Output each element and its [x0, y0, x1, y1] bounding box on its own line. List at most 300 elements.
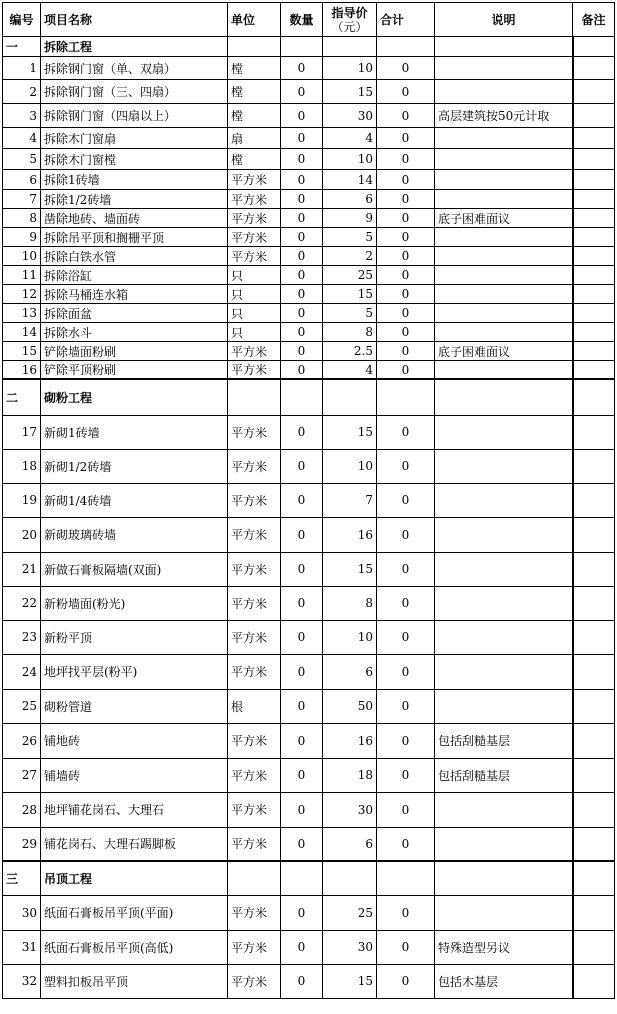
table-row — [3, 415, 615, 449]
item-qty: 0 — [281, 792, 323, 827]
item-unit: 平方米 — [228, 170, 281, 190]
item-total: 0 — [377, 689, 435, 723]
item-unit: 平方米 — [228, 895, 281, 930]
item-qty: 0 — [281, 449, 323, 483]
item-remark — [573, 620, 615, 654]
item-note: 底子困难面议 — [435, 209, 573, 228]
section-row — [3, 861, 615, 895]
item-qty: 0 — [281, 758, 323, 792]
item-name: 拆除1砖墙 — [41, 170, 228, 190]
item-total: 0 — [377, 895, 435, 930]
item-remark — [573, 586, 615, 620]
item-qty: 0 — [281, 104, 323, 128]
item-name: 拆除钢门窗（四扇以上） — [41, 104, 228, 128]
item-note — [435, 304, 573, 323]
table-row — [3, 247, 615, 266]
row-number: 10 — [3, 247, 41, 266]
item-qty: 0 — [281, 285, 323, 304]
item-qty: 0 — [281, 247, 323, 266]
item-name: 拆除面盆 — [41, 304, 228, 323]
item-unit: 平方米 — [228, 228, 281, 247]
item-note — [435, 792, 573, 827]
item-qty: 0 — [281, 689, 323, 723]
item-remark — [573, 323, 615, 342]
item-qty: 0 — [281, 586, 323, 620]
item-name: 铺花岗石、大理石踢脚板 — [41, 827, 228, 861]
row-number: 21 — [3, 552, 41, 586]
section-note — [435, 861, 573, 895]
section-title: 砌粉工程 — [41, 379, 228, 415]
table-row — [3, 304, 615, 323]
item-name: 铺墙砖 — [41, 758, 228, 792]
table-row — [3, 190, 615, 209]
item-price: 8 — [323, 323, 377, 342]
item-name: 新砌1砖墙 — [41, 415, 228, 449]
table-row — [3, 517, 615, 552]
row-number: 22 — [3, 586, 41, 620]
item-note — [435, 149, 573, 170]
row-number: 19 — [3, 483, 41, 517]
item-name: 纸面石膏板吊平顶(平面) — [41, 895, 228, 930]
item-remark — [573, 209, 615, 228]
row-number: 3 — [3, 104, 41, 128]
row-number: 18 — [3, 449, 41, 483]
item-remark — [573, 689, 615, 723]
item-price: 8 — [323, 586, 377, 620]
item-unit: 平方米 — [228, 758, 281, 792]
item-qty: 0 — [281, 190, 323, 209]
section-title: 拆除工程 — [41, 37, 228, 57]
row-number: 16 — [3, 361, 41, 380]
section-qty — [281, 37, 323, 57]
row-number: 12 — [3, 285, 41, 304]
header-price — [323, 3, 377, 37]
item-name: 纸面石膏板吊平顶(高低) — [41, 930, 228, 964]
item-note — [435, 654, 573, 689]
row-number: 26 — [3, 723, 41, 758]
table-row — [3, 128, 615, 149]
item-unit: 平方米 — [228, 930, 281, 964]
header-row — [3, 3, 615, 37]
item-qty: 0 — [281, 654, 323, 689]
item-qty: 0 — [281, 228, 323, 247]
item-note — [435, 57, 573, 80]
item-note — [435, 170, 573, 190]
item-name: 新做石膏板隔墙(双面) — [41, 552, 228, 586]
item-note — [435, 483, 573, 517]
item-note — [435, 620, 573, 654]
item-remark — [573, 449, 615, 483]
item-price: 15 — [323, 285, 377, 304]
row-number: 7 — [3, 190, 41, 209]
item-total: 0 — [377, 483, 435, 517]
item-remark — [573, 895, 615, 930]
item-note: 包括刮糙基层 — [435, 723, 573, 758]
item-note: 包括刮糙基层 — [435, 758, 573, 792]
item-total: 0 — [377, 723, 435, 758]
item-note — [435, 552, 573, 586]
item-price: 6 — [323, 827, 377, 861]
item-qty: 0 — [281, 361, 323, 380]
item-name: 新砌玻璃砖墙 — [41, 517, 228, 552]
item-total: 0 — [377, 228, 435, 247]
item-total: 0 — [377, 209, 435, 228]
item-remark — [573, 517, 615, 552]
item-price: 14 — [323, 170, 377, 190]
table-row — [3, 930, 615, 964]
table-row — [3, 361, 615, 380]
item-qty: 0 — [281, 964, 323, 998]
row-number: 17 — [3, 415, 41, 449]
table-row — [3, 285, 615, 304]
table-row — [3, 209, 615, 228]
item-remark — [573, 285, 615, 304]
item-qty: 0 — [281, 80, 323, 104]
row-number: 20 — [3, 517, 41, 552]
item-name: 拆除水斗 — [41, 323, 228, 342]
table-body — [3, 37, 615, 999]
header-remark: 备注 — [573, 3, 615, 37]
item-remark — [573, 104, 615, 128]
item-price: 15 — [323, 415, 377, 449]
section-number: 二 — [3, 379, 41, 415]
item-qty: 0 — [281, 483, 323, 517]
row-number: 2 — [3, 80, 41, 104]
section-remark — [573, 37, 615, 57]
item-total: 0 — [377, 128, 435, 149]
header-price-line2: （元） — [331, 19, 368, 34]
row-number: 28 — [3, 792, 41, 827]
item-unit: 平方米 — [228, 586, 281, 620]
item-price: 30 — [323, 930, 377, 964]
item-unit: 平方米 — [228, 792, 281, 827]
item-price: 9 — [323, 209, 377, 228]
section-total — [377, 861, 435, 895]
row-number: 8 — [3, 209, 41, 228]
item-note — [435, 247, 573, 266]
section-number: 三 — [3, 861, 41, 895]
item-price: 6 — [323, 654, 377, 689]
item-unit: 平方米 — [228, 827, 281, 861]
item-total: 0 — [377, 361, 435, 380]
item-price: 15 — [323, 552, 377, 586]
item-note — [435, 323, 573, 342]
section-title: 吊顶工程 — [41, 861, 228, 895]
item-unit: 平方米 — [228, 654, 281, 689]
item-unit: 平方米 — [228, 449, 281, 483]
table-row — [3, 170, 615, 190]
item-qty: 0 — [281, 723, 323, 758]
item-name: 新砌1/2砖墙 — [41, 449, 228, 483]
item-price: 30 — [323, 104, 377, 128]
item-price: 10 — [323, 57, 377, 80]
item-note — [435, 128, 573, 149]
item-total: 0 — [377, 57, 435, 80]
item-unit: 平方米 — [228, 415, 281, 449]
item-name: 塑料扣板吊平顶 — [41, 964, 228, 998]
item-total: 0 — [377, 586, 435, 620]
item-name: 凿除地砖、墙面砖 — [41, 209, 228, 228]
section-unit — [228, 37, 281, 57]
item-qty: 0 — [281, 170, 323, 190]
item-name: 新粉平顶 — [41, 620, 228, 654]
item-unit: 平方米 — [228, 247, 281, 266]
item-total: 0 — [377, 266, 435, 285]
item-name: 拆除1/2砖墙 — [41, 190, 228, 209]
item-qty: 0 — [281, 304, 323, 323]
table-row — [3, 104, 615, 128]
item-price: 16 — [323, 723, 377, 758]
header-unit: 单位 — [228, 3, 281, 37]
item-name: 新粉墙面(粉光) — [41, 586, 228, 620]
item-remark — [573, 128, 615, 149]
item-total: 0 — [377, 104, 435, 128]
row-number: 5 — [3, 149, 41, 170]
table-row — [3, 827, 615, 861]
item-price: 25 — [323, 895, 377, 930]
item-remark — [573, 149, 615, 170]
item-name: 拆除马桶连水箱 — [41, 285, 228, 304]
item-total: 0 — [377, 323, 435, 342]
item-total: 0 — [377, 930, 435, 964]
item-note — [435, 415, 573, 449]
item-name: 铲除墙面粉刷 — [41, 342, 228, 361]
item-note — [435, 827, 573, 861]
section-total — [377, 37, 435, 57]
table-row — [3, 57, 615, 80]
item-name: 拆除钢门窗（三、四扇） — [41, 80, 228, 104]
section-unit — [228, 379, 281, 415]
row-number: 14 — [3, 323, 41, 342]
row-number: 27 — [3, 758, 41, 792]
table-row — [3, 228, 615, 247]
item-remark — [573, 827, 615, 861]
item-name: 拆除吊平顶和搁栅平顶 — [41, 228, 228, 247]
item-price: 2.5 — [323, 342, 377, 361]
header-name: 项目名称 — [41, 3, 228, 37]
table-row — [3, 149, 615, 170]
item-total: 0 — [377, 620, 435, 654]
header-total: 合计 — [377, 3, 435, 37]
header-note: 说明 — [435, 3, 573, 37]
item-price: 4 — [323, 128, 377, 149]
item-note — [435, 80, 573, 104]
section-qty — [281, 379, 323, 415]
item-price: 4 — [323, 361, 377, 380]
row-number: 23 — [3, 620, 41, 654]
item-name: 砌粉管道 — [41, 689, 228, 723]
header-qty: 数量 — [281, 3, 323, 37]
item-unit: 平方米 — [228, 342, 281, 361]
item-name: 拆除白铁水管 — [41, 247, 228, 266]
item-remark — [573, 80, 615, 104]
item-unit: 只 — [228, 266, 281, 285]
table-row — [3, 483, 615, 517]
item-total: 0 — [377, 827, 435, 861]
item-qty: 0 — [281, 128, 323, 149]
section-remark — [573, 379, 615, 415]
item-qty: 0 — [281, 895, 323, 930]
item-total: 0 — [377, 170, 435, 190]
item-qty: 0 — [281, 149, 323, 170]
item-price: 5 — [323, 304, 377, 323]
row-number: 25 — [3, 689, 41, 723]
row-number: 30 — [3, 895, 41, 930]
item-price: 5 — [323, 228, 377, 247]
item-unit: 樘 — [228, 80, 281, 104]
item-remark — [573, 930, 615, 964]
section-price — [323, 379, 377, 415]
table-row — [3, 689, 615, 723]
item-price: 25 — [323, 266, 377, 285]
item-qty: 0 — [281, 323, 323, 342]
item-price: 15 — [323, 964, 377, 998]
item-total: 0 — [377, 517, 435, 552]
row-number: 11 — [3, 266, 41, 285]
item-price: 16 — [323, 517, 377, 552]
item-price: 15 — [323, 80, 377, 104]
item-note: 底子困难面议 — [435, 342, 573, 361]
item-total: 0 — [377, 449, 435, 483]
item-name: 地坪找平层(粉平) — [41, 654, 228, 689]
item-name: 拆除木门窗扇 — [41, 128, 228, 149]
item-price: 6 — [323, 190, 377, 209]
section-qty — [281, 861, 323, 895]
section-row — [3, 37, 615, 57]
item-unit: 只 — [228, 304, 281, 323]
section-price — [323, 37, 377, 57]
item-name: 铲除平顶粉刷 — [41, 361, 228, 380]
item-price: 30 — [323, 792, 377, 827]
item-remark — [573, 304, 615, 323]
item-name: 拆除钢门窗（单、双扇） — [41, 57, 228, 80]
item-remark — [573, 964, 615, 998]
item-total: 0 — [377, 792, 435, 827]
item-unit: 只 — [228, 323, 281, 342]
table-row — [3, 964, 615, 998]
row-number: 9 — [3, 228, 41, 247]
item-remark — [573, 361, 615, 380]
item-unit: 平方米 — [228, 361, 281, 380]
table-row — [3, 723, 615, 758]
item-total: 0 — [377, 285, 435, 304]
item-remark — [573, 170, 615, 190]
row-number: 32 — [3, 964, 41, 998]
table-row — [3, 895, 615, 930]
table-row — [3, 342, 615, 361]
item-total: 0 — [377, 304, 435, 323]
item-remark — [573, 266, 615, 285]
item-note — [435, 266, 573, 285]
item-remark — [573, 57, 615, 80]
item-qty: 0 — [281, 209, 323, 228]
item-remark — [573, 342, 615, 361]
item-remark — [573, 792, 615, 827]
section-unit — [228, 861, 281, 895]
table-row — [3, 80, 615, 104]
item-remark — [573, 723, 615, 758]
item-price: 50 — [323, 689, 377, 723]
item-total: 0 — [377, 654, 435, 689]
section-remark — [573, 861, 615, 895]
row-number: 1 — [3, 57, 41, 80]
table-row — [3, 792, 615, 827]
table-row — [3, 323, 615, 342]
item-name: 拆除木门窗樘 — [41, 149, 228, 170]
item-price: 10 — [323, 149, 377, 170]
item-unit: 扇 — [228, 128, 281, 149]
row-number: 29 — [3, 827, 41, 861]
item-note — [435, 689, 573, 723]
section-row — [3, 379, 615, 415]
item-unit: 平方米 — [228, 620, 281, 654]
item-remark — [573, 228, 615, 247]
item-note — [435, 228, 573, 247]
section-total — [377, 379, 435, 415]
row-number: 31 — [3, 930, 41, 964]
table-row — [3, 654, 615, 689]
item-unit: 根 — [228, 689, 281, 723]
item-unit: 樘 — [228, 57, 281, 80]
item-qty: 0 — [281, 57, 323, 80]
item-qty: 0 — [281, 930, 323, 964]
item-note: 包括木基层 — [435, 964, 573, 998]
item-name: 地坪铺花岗石、大理石 — [41, 792, 228, 827]
item-price: 2 — [323, 247, 377, 266]
item-unit: 樘 — [228, 149, 281, 170]
item-qty: 0 — [281, 517, 323, 552]
item-total: 0 — [377, 552, 435, 586]
item-price: 7 — [323, 483, 377, 517]
row-number: 6 — [3, 170, 41, 190]
item-total: 0 — [377, 342, 435, 361]
section-note — [435, 37, 573, 57]
item-unit: 平方米 — [228, 517, 281, 552]
item-unit: 平方米 — [228, 209, 281, 228]
item-note: 高层建筑按50元计取 — [435, 104, 573, 128]
item-unit: 平方米 — [228, 190, 281, 209]
item-remark — [573, 552, 615, 586]
item-remark — [573, 415, 615, 449]
item-remark — [573, 654, 615, 689]
item-price: 18 — [323, 758, 377, 792]
item-total: 0 — [377, 758, 435, 792]
item-note — [435, 361, 573, 380]
table-row — [3, 620, 615, 654]
item-price: 10 — [323, 449, 377, 483]
item-qty: 0 — [281, 827, 323, 861]
item-note — [435, 190, 573, 209]
item-name: 拆除浴缸 — [41, 266, 228, 285]
item-name: 新砌1/4砖墙 — [41, 483, 228, 517]
item-note — [435, 449, 573, 483]
item-note: 特殊造型另议 — [435, 930, 573, 964]
item-price: 10 — [323, 620, 377, 654]
item-total: 0 — [377, 190, 435, 209]
row-number: 24 — [3, 654, 41, 689]
item-name: 铺地砖 — [41, 723, 228, 758]
item-note — [435, 586, 573, 620]
item-qty: 0 — [281, 266, 323, 285]
item-unit: 只 — [228, 285, 281, 304]
table-row — [3, 586, 615, 620]
item-qty: 0 — [281, 620, 323, 654]
item-total: 0 — [377, 247, 435, 266]
item-unit: 平方米 — [228, 723, 281, 758]
row-number: 4 — [3, 128, 41, 149]
item-unit: 平方米 — [228, 964, 281, 998]
row-number: 13 — [3, 304, 41, 323]
